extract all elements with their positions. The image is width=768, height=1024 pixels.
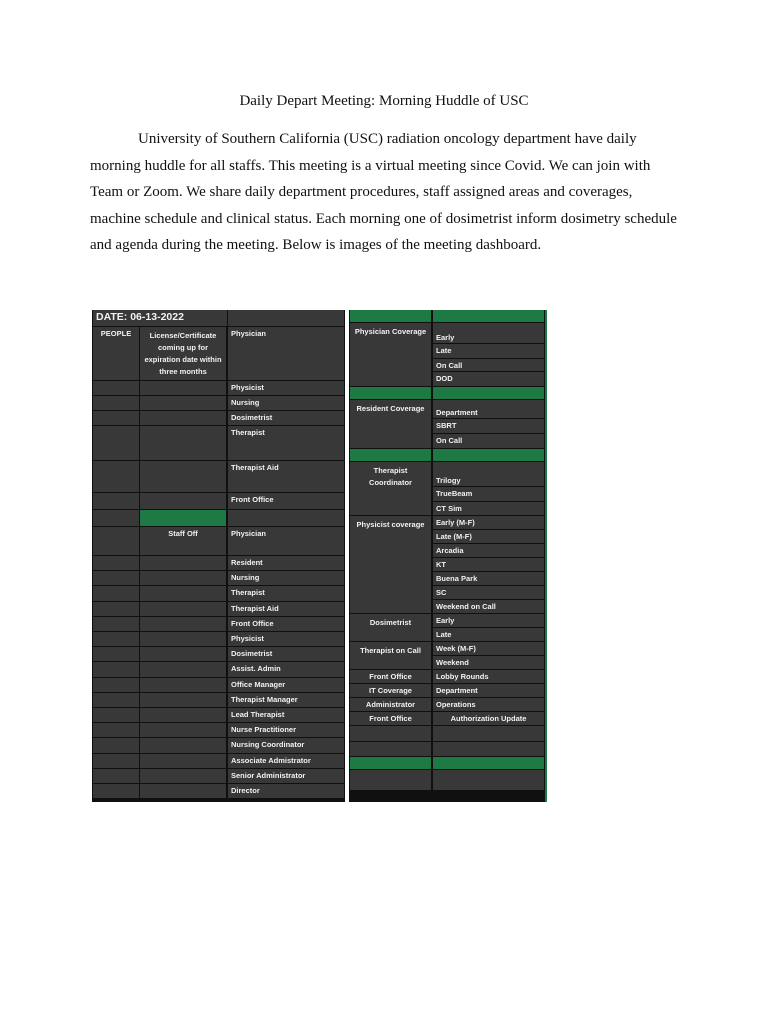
empty-cell <box>228 510 344 526</box>
staff-off-role: Assist. Admin <box>228 662 344 676</box>
staff-off-role: Dosimetrist <box>228 647 344 661</box>
empty-cell <box>93 693 139 707</box>
dashboard-right-panel <box>349 310 547 802</box>
section-divider <box>350 757 431 769</box>
intro-paragraph-text: University of Southern California (USC) radiation oncology department have daily morning huddle for all staffs. This meeting is a virtual meeting since Covid. We can join with Team or Zoom. We share daily department procedures, staff assigned areas and coverages, machine schedule and clinical status. Each morning one of dosimetrist inform dosimetry schedule and agenda during the meeting. Below is images of the meeting dashboard. <box>90 131 677 253</box>
empty-cell <box>140 693 226 707</box>
empty-cell <box>140 662 226 676</box>
empty-cell <box>140 708 226 722</box>
physicist-coverage-label: Physicist coverage <box>350 516 431 613</box>
empty-cell <box>93 381 139 395</box>
empty-cell <box>140 632 226 646</box>
empty-cell <box>433 742 544 756</box>
empty-cell <box>93 678 139 692</box>
role-label: Physicist <box>228 381 344 395</box>
empty-cell <box>93 571 139 585</box>
license-header: License/Certificate coming up for expiration date within three months <box>140 327 226 380</box>
staff-off-role: Nursing Coordinator <box>228 738 344 752</box>
staff-off-role: Office Manager <box>228 678 344 692</box>
empty-cell <box>93 662 139 676</box>
staff-off-role: Associate Admistrator <box>228 754 344 768</box>
staff-off-role: Therapist <box>228 586 344 600</box>
empty-cell <box>350 726 431 741</box>
empty-cell <box>93 754 139 768</box>
staff-off-role: Nursing <box>228 571 344 585</box>
empty-cell <box>93 586 139 600</box>
coverage-slot: Trilogy <box>433 462 544 486</box>
empty-cell <box>140 647 226 661</box>
empty-cell <box>140 784 226 798</box>
staff-off-role: Senior Administrator <box>228 769 344 783</box>
coverage-slot: SC <box>433 586 544 599</box>
staff-off-role: Therapist Manager <box>228 693 344 707</box>
empty-cell <box>93 769 139 783</box>
coverage-slot: Week (M-F) <box>433 642 544 655</box>
coverage-slot: Department <box>433 400 544 418</box>
staff-off-role: Nurse Practitioner <box>228 723 344 737</box>
section-divider <box>433 449 544 461</box>
page-title: Daily Depart Meeting: Morning Huddle of USC <box>239 93 529 109</box>
empty-cell <box>93 723 139 737</box>
coverage-role-label: IT Coverage <box>350 684 431 697</box>
empty-cell <box>93 738 139 752</box>
coverage-slot: CT Sim <box>433 502 544 515</box>
coverage-slot: KT <box>433 558 544 571</box>
staff-off-role: Resident <box>228 556 344 570</box>
role-label: Front Office <box>228 493 344 509</box>
coverage-slot: Late (M-F) <box>433 530 544 543</box>
empty-cell <box>140 602 226 616</box>
empty-cell <box>140 426 226 460</box>
staff-off-role: Physicist <box>228 632 344 646</box>
empty-cell <box>350 770 431 790</box>
empty-cell <box>93 784 139 798</box>
empty-cell <box>433 726 544 741</box>
coverage-slot: Weekend on Call <box>433 600 544 613</box>
empty-cell <box>93 426 139 460</box>
dashboard-date: DATE: 06-13-2022 <box>93 310 227 326</box>
empty-cell <box>140 586 226 600</box>
empty-cell <box>140 493 226 509</box>
role-label: Therapist <box>228 426 344 460</box>
section-divider <box>350 387 431 399</box>
staff-off-role: Physician <box>228 527 344 555</box>
coverage-slot: DOD <box>433 372 544 386</box>
dashboard-left-panel <box>92 310 345 802</box>
empty-cell <box>93 396 139 410</box>
empty-cell <box>140 678 226 692</box>
section-divider <box>350 310 431 322</box>
dosimetrist-label: Dosimetrist <box>350 614 431 641</box>
section-divider <box>140 510 226 526</box>
empty-cell <box>93 556 139 570</box>
empty-cell <box>140 396 226 410</box>
role-label: Therapist Aid <box>228 461 344 492</box>
section-divider <box>433 757 544 769</box>
empty-cell <box>93 602 139 616</box>
coverage-slot: Lobby Rounds <box>433 670 544 683</box>
empty-cell <box>93 411 139 425</box>
coverage-slot: Late <box>433 344 544 358</box>
staff-off-role: Lead Therapist <box>228 708 344 722</box>
staff-off-role: Front Office <box>228 617 344 631</box>
role-label: Dosimetrist <box>228 411 344 425</box>
coverage-slot: Late <box>433 628 544 641</box>
coverage-slot: Early (M-F) <box>433 516 544 529</box>
resident-coverage-label: Resident Coverage <box>350 400 431 448</box>
coverage-slot: Buena Park <box>433 572 544 585</box>
coverage-slot: Weekend <box>433 656 544 669</box>
staff-off-label: Staff Off <box>140 527 226 555</box>
empty-cell <box>140 754 226 768</box>
coverage-slot: Operations <box>433 698 544 711</box>
empty-cell <box>93 708 139 722</box>
empty-cell <box>140 723 226 737</box>
empty-cell <box>93 632 139 646</box>
therapist-on-call-label: Therapist on Call <box>350 642 431 669</box>
empty-cell <box>93 527 139 555</box>
empty-cell <box>140 411 226 425</box>
role-label: Physician <box>228 327 344 380</box>
coverage-slot: Early <box>433 323 544 343</box>
therapist-coordinator-label: Therapist Coordinator <box>350 462 431 515</box>
empty-cell <box>140 461 226 492</box>
empty-cell <box>140 556 226 570</box>
coverage-slot: Authorization Update <box>433 712 544 725</box>
coverage-slot: SBRT <box>433 419 544 433</box>
empty-cell <box>93 617 139 631</box>
coverage-slot: Department <box>433 684 544 697</box>
empty-cell <box>93 461 139 492</box>
empty-cell <box>433 770 544 790</box>
section-divider <box>433 310 544 322</box>
panel-edge <box>545 310 547 802</box>
staff-off-role: Therapist Aid <box>228 602 344 616</box>
empty-cell <box>93 510 139 526</box>
coverage-slot: Early <box>433 614 544 627</box>
people-header: PEOPLE <box>93 327 139 380</box>
empty-cell <box>140 381 226 395</box>
coverage-slot: TrueBeam <box>433 487 544 501</box>
empty-cell <box>93 493 139 509</box>
empty-cell <box>140 769 226 783</box>
section-divider <box>433 387 544 399</box>
empty-cell <box>228 310 344 326</box>
staff-off-role: Director <box>228 784 344 798</box>
coverage-slot: On Call <box>433 359 544 371</box>
empty-cell <box>140 617 226 631</box>
physician-coverage-label: Physician Coverage <box>350 323 431 386</box>
section-divider <box>350 449 431 461</box>
coverage-slot: On Call <box>433 434 544 448</box>
coverage-role-label: Front Office <box>350 670 431 683</box>
empty-cell <box>140 738 226 752</box>
coverage-slot: Arcadia <box>433 544 544 557</box>
coverage-role-label: Administrator <box>350 698 431 711</box>
empty-cell <box>350 742 431 756</box>
role-label: Nursing <box>228 396 344 410</box>
empty-cell <box>93 647 139 661</box>
empty-cell <box>140 571 226 585</box>
intro-paragraph <box>90 126 680 259</box>
coverage-role-label: Front Office <box>350 712 431 725</box>
